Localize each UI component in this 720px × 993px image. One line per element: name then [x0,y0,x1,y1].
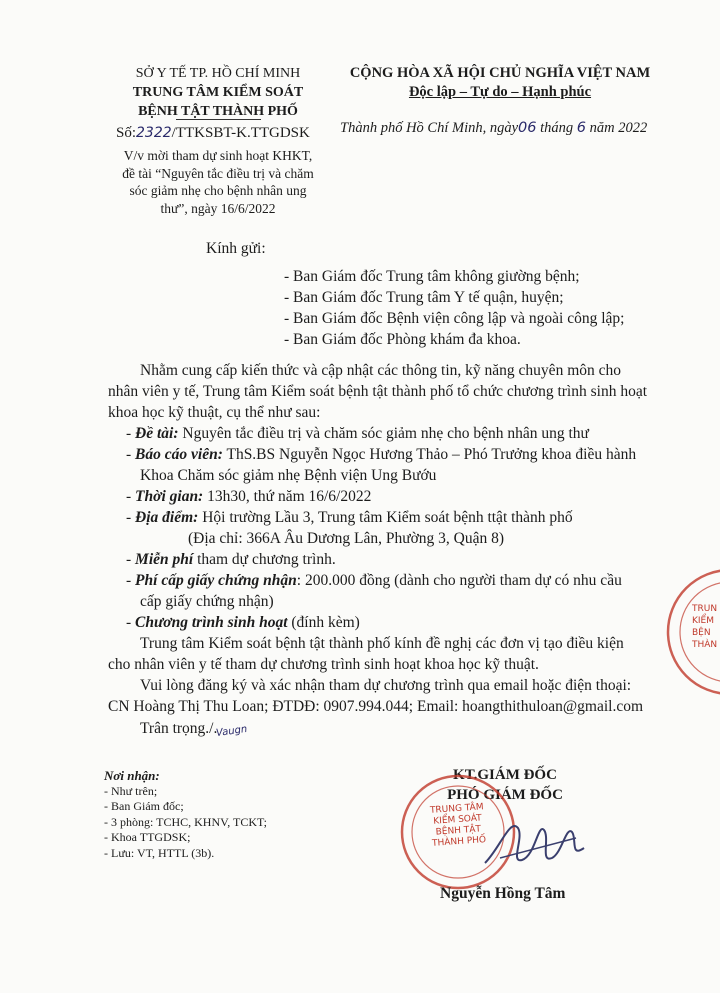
signature-icon [480,808,590,878]
detail-fee: - Phí cấp giấy chứng nhận: 200.000 đồng (dành cho người tham dự có nhu cầu [126,572,622,589]
recipient-item: - Ban Giám đốc Bệnh viện công lập và ngoài công lập; [284,310,625,327]
distribution-list: Nơi nhận: - Như trên; - Ban Giám đốc; - 3 phòng: TCHC, KHNV, TCKT; - Khoa TTGDSK; - Lưu: VT, HTTL (3b). [104,768,268,860]
greeting: Kính gửi: [206,240,266,257]
recipient-item: - Ban Giám đốc Trung tâm Y tế quận, huyện; [284,289,564,306]
event-details: - Đề tài: Nguyên tắc điều trị và chăm sóc giảm nhẹ cho bệnh nhân ung thư - Báo cáo viên: ThS.BS Nguyễn Ngọc Hương Thảo – Phó Trưởng khoa điều hành Khoa Chăm sóc giảm nhẹ Bệnh viện Ung Bướu - Thời gian: 13h30, thứ năm 16/6/2022 - Địa điểm: Hội trường Lầu 3, Trung tâm Kiểm soát bệnh ttật thành phố (Địa chỉ: 366A Âu Dương Lân, Phường 3, Quận 8) - Miễn phí tham dự chương trình. - Phí cấp giấy chứng nhận: 200.000 đồng (dành cho người tham dự có nhu cầu cấp giấy chứng nhận) - Chương trình sinh hoạt (đính kèm) [126,423,686,633]
recipient-item: - Ban Giám đốc Phòng khám đa khoa. [284,331,521,348]
national-motto: Độc lập – Tự do – Hạnh phúc [408,84,592,100]
detail-topic: - Đề tài: Nguyên tắc điều trị và chăm sóc giảm nhẹ cho bệnh nhân ung thư [126,425,589,442]
detail-speaker: - Báo cáo viên: ThS.BS Nguyễn Ngọc Hương Thảo – Phó Trưởng khoa điều hành [126,446,637,463]
detail-place: - Địa điểm: Hội trường Lầu 3, Trung tâm Kiểm soát bệnh ttật thành phố [126,509,573,526]
agency-header [88,64,348,121]
header-left-rule [176,119,261,120]
recipient-item: - Ban Giám đốc Trung tâm không giường bệnh; [284,268,580,285]
national-header [330,64,670,102]
signer-title: KT.GIÁM ĐỐC PHÓ GIÁM ĐỐC [447,767,563,803]
registration-info: Vui lòng đăng ký và xác nhận tham dự chương trình qua email hoặc điện thoại: CN Hoàng Thị Thu Loan; ĐTDĐ: 0907.994.044; Email: hoangthithuloan@gmail.com [108,677,644,715]
center-name-line1: TRUNG TÂM KIỂM SOÁT [132,85,304,100]
detail-program: - Chương trình sinh hoạt (đính kèm) [126,614,360,631]
recipient-list [284,266,625,350]
detail-free: - Miễn phí tham dự chương trình. [126,551,336,568]
intro-paragraph: Nhằm cung cấp kiến thức và cập nhật các thông tin, kỹ năng chuyên môn cho nhân viên y tế, Trung tâm Kiểm soát bệnh tật thành phố tổ chức chương trình sinh hoạt khoa học kỹ thuật, cụ thể như sau: [108,362,648,421]
initial-signature: Vaugn [215,723,248,740]
signer-name: Nguyễn Hồng Tâm [440,885,566,902]
center-name-line2: BỆNH TẬT THÀNH PHỐ [138,104,298,119]
distribution-title: Nơi nhận: [104,768,160,783]
document-subject: V/v mời tham dự sinh hoạt KHKT, đề tài “Nguyên tắc điều trị và chăm sóc giảm nhẹ cho bệnh nhân ung thư”, ngày 16/6/2022 [122,148,314,216]
detail-time: - Thời gian: 13h30, thứ năm 16/6/2022 [126,488,372,505]
side-stamp-text: TRUN KIỂM BỆN THÀN [692,604,718,650]
closing-paragraph: Trung tâm Kiểm soát bệnh tật thành phố kính đề nghị các đơn vị tạo điều kiện cho nhân viên y tế tham dự chương trình sinh hoạt khoa học kỹ thuật. [108,635,624,673]
issue-date: Thành phố Hồ Chí Minh, ngày06 tháng 6 năm 2022 [340,120,648,136]
ministry-name: SỞ Y TẾ TP. HỒ CHÍ MINH [135,66,301,81]
document-number: Số:2322/TTKSBT-K.TTGDSK [116,125,310,141]
official-stamp-text: TRUNG TÂM KIỂM SOÁT BỆNH TẬT THÀNH PHỐ [429,802,487,849]
regards: Trân trọng./. [140,720,218,737]
country-name: CỘNG HÒA XÃ HỘI CHỦ NGHĨA VIỆT NAM [349,65,651,81]
